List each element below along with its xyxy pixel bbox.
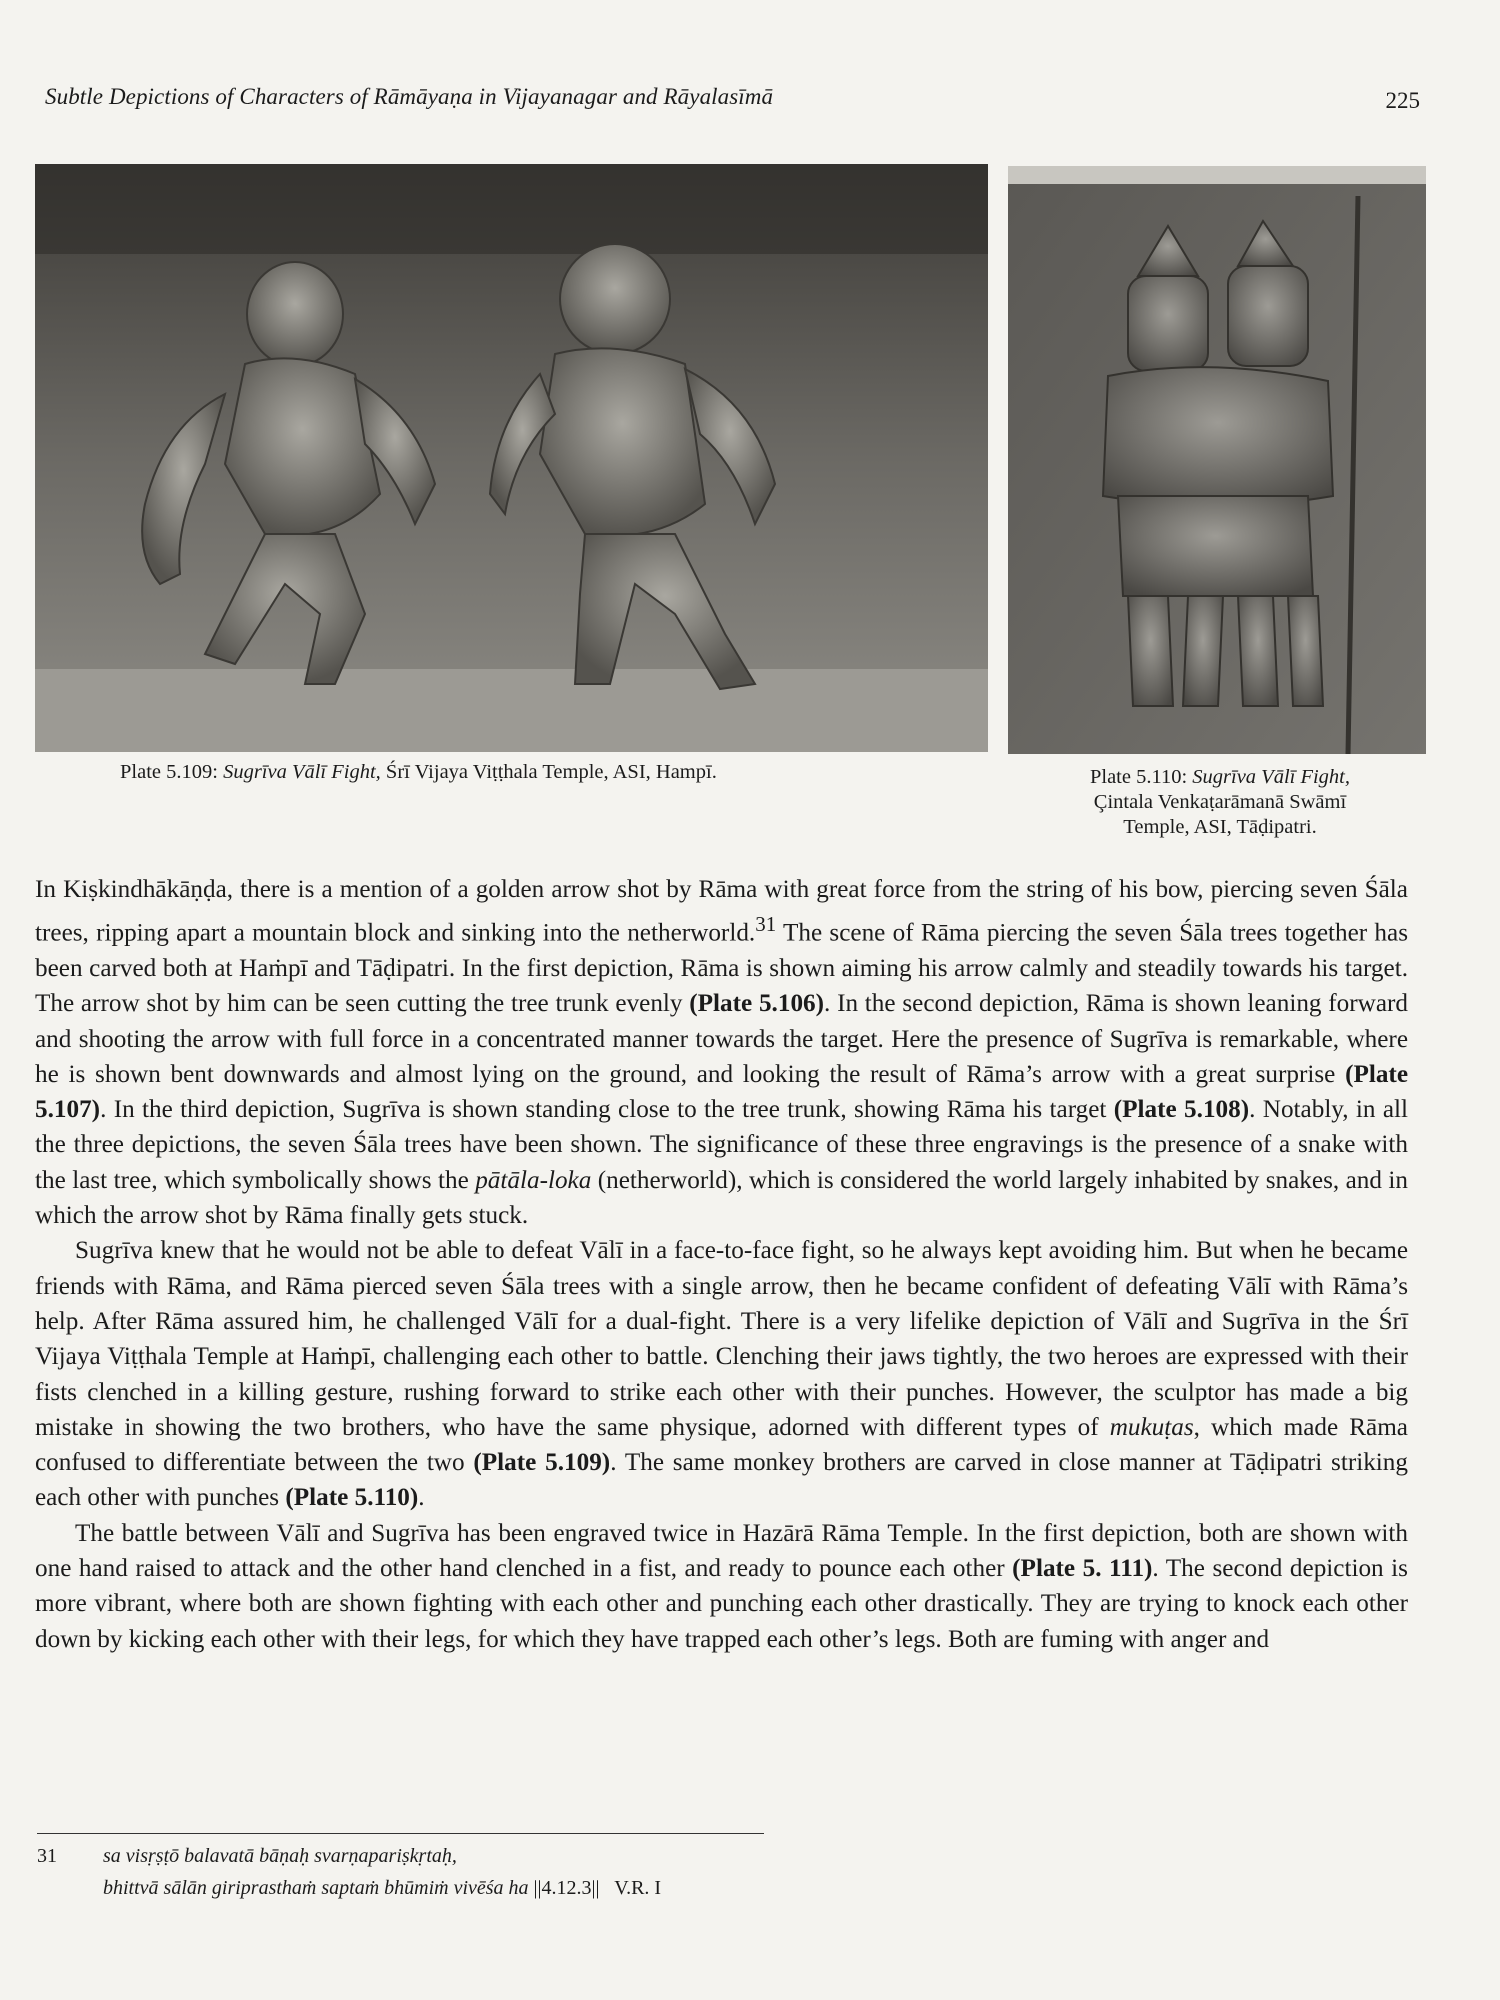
- caption-label: Plate 5.109:: [120, 761, 218, 783]
- plate-5-109-caption: [120, 760, 717, 785]
- footnote-line-2: bhittvā sālān giriprasthaṁ saptaṁ bhūmiṁ vivēśa ha ||4.12.3|| V.R. I: [103, 1877, 662, 1899]
- footnote-line-1: sa visṛṣṭō balavatā bāṇaḥ svarṇapariṣkṛtaḥ,: [103, 1845, 457, 1867]
- paragraph-1: In Kiṣkindhākāṇḍa, there is a mention of a golden arrow shot by Rāma with great force from the string of his bow, piercing seven Śāla trees, ripping apart a mountain block and sinking into the netherworld.$^{31}$ The scene of Rāma piercing the seven Śāla trees together has been carved both at Haṁpī and Tāḍipatri. In the first depiction, Rāma is shown aiming his arrow calmly and steadily towards his target. The arrow shot by him can be seen cutting the tree trunk evenly (Plate 5.106). In the second depiction, Rāma is shown leaning forward and shooting the arrow with full force in a concentrated manner towards the target. Here the presence of Sugrīva is remarkable, where he is shown bent downwards and almost lying on the ground, and looking the result of Rāma’s arrow with a great surprise (Plate 5.107). In the third depiction, Sugrīva is shown standing close to the tree trunk, showing Rāma his target (Plate 5.108). Notably, in all the three depictions, the seven Śāla trees have been shown. The significance of these three engravings is the presence of a snake with the last tree, which symbolically shows the pātāla-loka (netherworld), which is considered the world largely inhabited by snakes, and in which the arrow shot by Rāma finally gets stuck.: [35, 876, 1409, 1230]
- plate-ref: (Plate 5. 111): [1012, 1555, 1153, 1583]
- running-title: Subtle Depictions of Characters of Rāmāyaṇa in Vijayanagar and Rāyalasīmā: [45, 84, 774, 109]
- plate-ref: (Plate 5.107): [35, 1060, 1408, 1124]
- caption-title: Sugrīva Vālī Fight,: [1192, 766, 1351, 788]
- caption-place: Śrī Vijaya Viṭṭhala Temple, ASI, Hampī.: [385, 761, 717, 783]
- plate-ref: (Plate 5.106): [689, 990, 825, 1018]
- paragraph-2: Sugrīva knew that he would not be able to defeat Vālī in a face-to-face fight, so he always kept avoiding him. But when he became friends with Rāma, and Rāma pierced seven Śāla trees with a single arrow, then he became confident of defeating Vālī with Rāma’s help. After Rāma assured him, he challenged Vālī for a dual-fight. There is a very lifelike depiction of Vālī and Sugrīva in the Śrī Vijaya Viṭṭhala Temple at Haṁpī, challenging each other to battle. Clenching their jaws tightly, the two heroes are expressed with their fists clenched in a killing gesture, rushing forward to strike each other with their punches. However, the sculptor has made a big mistake in showing the two brothers, who have the same physique, adorned with different types of mukuṭas, which made Rāma confused to differentiate between the two (Plate 5.109). The same monkey brothers are carved in close manner at Tāḍipatri striking each other with punches (Plate 5.110).: [35, 1237, 1408, 1512]
- page-number: 225: [1385, 88, 1420, 113]
- plate-5-110-caption: [1000, 765, 1440, 840]
- caption-place-line-2: Temple, ASI, Tāḍipatri.: [1123, 816, 1317, 838]
- plate-5-109-photo: [35, 164, 988, 752]
- main-text: [35, 872, 1408, 1657]
- paragraph-3: The battle between Vālī and Sugrīva has been engraved twice in Hazārā Rāma Temple. In the first depiction, both are shown with one hand raised to attack and the other hand clenched in a fist, and ready to pounce each other (Plate 5. 111). The second depiction is more vibrant, where both are shown fighting with each other and punching each other drastically. They are trying to knock each other down by kicking each other with their legs, for which they have trapped each other’s legs. Both are fuming with anger and: [35, 1519, 1408, 1653]
- plate-ref: (Plate 5.108): [1113, 1096, 1250, 1124]
- footnote-number: 31: [37, 1845, 57, 1867]
- caption-title: Sugrīva Vālī Fight,: [223, 761, 381, 783]
- footnote-ref: 31: [755, 912, 777, 937]
- plate-ref: (Plate 5.110): [285, 1484, 419, 1512]
- plate-5-110-photo: [1008, 166, 1426, 754]
- caption-place-line-1: Çintala Venkaṭarāmanā Swāmī: [1093, 791, 1347, 813]
- caption-label: Plate 5.110:: [1089, 766, 1188, 788]
- plate-ref: (Plate 5.109): [473, 1449, 611, 1477]
- footnote-rule: [37, 1833, 764, 1834]
